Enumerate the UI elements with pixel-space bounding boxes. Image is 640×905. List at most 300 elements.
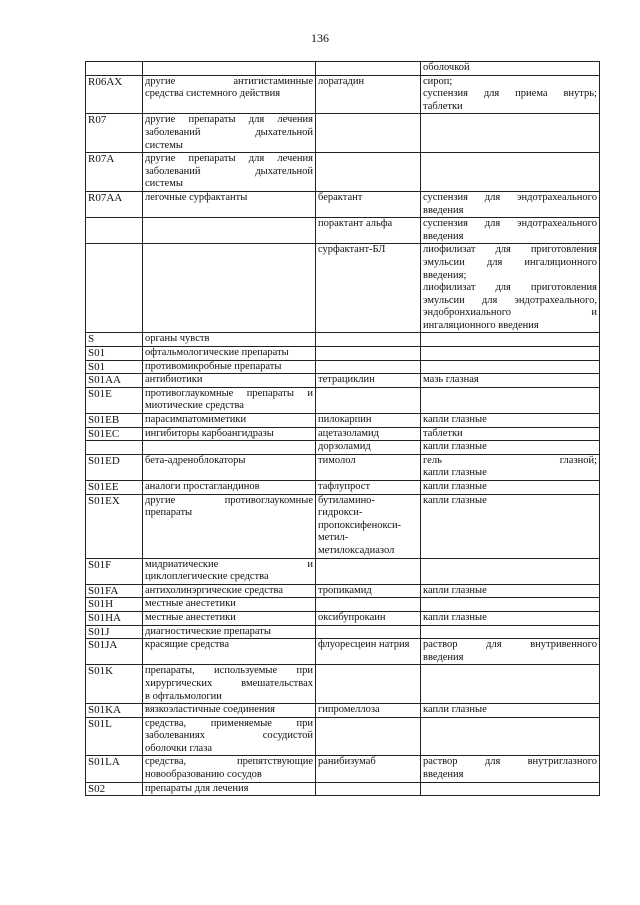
group-name-line: офтальмологические препараты [145,347,289,359]
group-name-line [145,76,313,89]
word: заболеваниях [145,730,205,742]
word: препараты [246,387,294,399]
dosage-form-line [423,282,597,295]
table-row [86,558,600,584]
word: эмульсии [423,294,465,306]
drug-name-cell [316,454,421,480]
group-name-cell [143,62,316,76]
group-name-line [145,153,313,166]
word: приготовления [530,244,597,256]
group-name-line: антихолинэргические средства [145,584,283,596]
group-name-line: диагностические препараты [145,625,271,637]
drug-name-line: гидрокси- [318,507,363,519]
group-name-line [145,127,313,140]
word: раствор [423,639,458,651]
group-name-cell [143,454,316,480]
dosage-form-cell [421,756,600,782]
group-name-line [145,730,313,743]
word: используемые [214,665,278,677]
dosage-form-cell [421,374,600,388]
drug-name-cell [316,347,421,361]
atc-code: S01K [88,665,114,678]
atc-code: R07AA [88,191,123,204]
group-name-cell [143,598,316,612]
atc-code: S01 [88,360,106,373]
atc-code-cell [86,191,143,217]
drug-name-line: тимолол [318,454,356,466]
group-name-line: в офтальмологии [145,690,222,702]
dosage-form-line: капли глазные [423,414,487,426]
dosage-form-cell [421,639,600,665]
dosage-form-cell [421,114,600,153]
word: суспензия [423,88,468,100]
word: средства, [145,717,187,729]
group-name-cell [143,717,316,756]
word: приема [515,88,548,100]
atc-code-cell [86,333,143,347]
atc-code-cell [86,494,143,558]
dosage-form-cell [421,625,600,639]
dosage-form-line: таблетки [423,100,463,112]
word: суспензия [423,218,468,230]
group-name-line: вязкоэластичные соединения [145,704,275,716]
atc-code-cell [86,639,143,665]
atc-code: S01KA [88,704,122,717]
drug-name-line: сурфактант-БЛ [318,244,386,256]
group-name-cell [143,427,316,441]
drug-name-line: порактант альфа [318,218,393,230]
drug-name-cell [316,625,421,639]
word: гель [423,454,442,466]
word: эндотрахеального [517,191,597,203]
group-name-line: циклоплегические средства [145,571,269,583]
word: внутривенного [530,639,597,651]
table-row [86,360,600,374]
word: эндотрахеального [517,218,597,230]
dosage-form-line: мазь глазная [423,374,479,386]
drug-name-cell [316,611,421,625]
group-name-line [145,166,313,179]
group-name-line: бета-адреноблокаторы [145,454,246,466]
drug-name-line: пилокарпин [318,414,372,426]
drug-name-line: дорзоламид [318,441,371,453]
dosage-form-cell [421,717,600,756]
drug-name-line: ранибизумаб [318,756,376,768]
word: применяемые [210,717,272,729]
word: внутрь; [563,88,597,100]
dosage-form-line [423,307,597,320]
table-row [86,756,600,782]
atc-code: S01J [88,625,110,638]
dosage-form-line: введения; [423,269,467,281]
group-name-line: системы [145,178,183,190]
table-row [86,639,600,665]
table-row [86,387,600,413]
dosage-form-line: ингаляционного введения [423,319,539,331]
group-name-cell [143,333,316,347]
word: и [307,558,313,570]
group-name-cell [143,704,316,718]
dosage-form-cell [421,782,600,796]
table-row [86,374,600,388]
dosage-form-line: введения [423,769,464,781]
group-name-line [145,495,313,508]
drug-name-line: флуоресцеин натрия [318,639,410,651]
dosage-form-cell [421,598,600,612]
dosage-form-cell [421,558,600,584]
group-name-cell [143,756,316,782]
atc-code: S01EE [88,481,119,493]
group-name-cell [143,414,316,428]
atc-code: S01H [88,598,114,611]
atc-code: S01AA [88,374,122,387]
group-name-cell [143,114,316,153]
atc-code-cell [86,665,143,704]
atc-code-cell [86,360,143,374]
drug-name-cell [316,494,421,558]
atc-code-cell [86,481,143,495]
dosage-form-cell [421,62,600,76]
atc-code-cell [86,625,143,639]
group-name-cell [143,153,316,192]
atc-code: S01JA [88,639,118,652]
atc-code-cell [86,454,143,480]
group-name-line: органы чувств [145,333,210,345]
dosage-form-line [423,639,597,652]
table-row [86,218,600,244]
atc-code-cell [86,704,143,718]
atc-code: S01L [88,717,112,730]
word: вмешательствах [241,677,313,689]
table-row [86,782,600,796]
table-row [86,454,600,480]
dosage-form-cell [421,611,600,625]
dosage-form-line: оболочкой [423,62,470,73]
group-name-cell [143,347,316,361]
word: суспензия [423,191,468,203]
drug-name-cell [316,427,421,441]
dosage-form-line: введения [423,230,464,242]
atc-code-cell [86,717,143,756]
word: заболеваний [145,165,201,177]
table-row [86,441,600,455]
table-row [86,481,600,495]
word: приготовления [530,282,597,294]
atc-code: S01 [88,347,106,360]
word: для [248,114,265,126]
group-name-line: легочные сурфактанты [145,191,248,203]
drug-name-line: метилоксадиазол [318,544,395,556]
dosage-form-cell [421,387,600,413]
drug-name-cell [316,244,421,333]
table-row [86,414,600,428]
group-name-line [145,665,313,678]
table-row [86,333,600,347]
atc-code-cell [86,153,143,192]
dosage-form-cell [421,481,600,495]
group-name-line [145,559,313,572]
group-name-cell [143,360,316,374]
word: средства, [145,756,187,768]
atc-code: R07 [88,114,107,127]
table-row [86,347,600,361]
word: другие [145,153,176,165]
group-name-cell [143,387,316,413]
word: дыхательной [255,126,313,138]
group-name-cell [143,639,316,665]
drug-name-line: гипромеллоза [318,704,380,716]
word: для [481,294,498,306]
drug-name-cell [316,481,421,495]
drug-name-cell [316,717,421,756]
dosage-form-line: капли глазные [423,494,487,506]
dosage-form-line [423,244,597,257]
dosage-form-line: капли глазные [423,467,487,479]
word: препараты, [145,665,195,677]
atc-code-cell [86,782,143,796]
dosage-form-line: капли глазные [423,441,487,453]
drug-name-line: тафлупрост [318,481,371,492]
group-name-line: миотические средства [145,400,244,412]
drug-name-cell [316,598,421,612]
word: для [484,756,501,768]
group-name-line: ингибиторы карбоангидразы [145,427,274,439]
word: для [483,88,500,100]
group-name-cell [143,244,316,333]
word: лиофилизат [423,244,476,256]
group-name-line: оболочки глаза [145,742,213,754]
dosage-form-cell [421,704,600,718]
word: лечения [277,153,313,165]
group-name-cell [143,558,316,584]
table-row [86,75,600,114]
drug-name-line: бутиламино- [318,494,375,506]
drug-name-cell [316,387,421,413]
atc-code-cell [86,244,143,333]
table-row [86,153,600,192]
drug-name-cell [316,114,421,153]
table-row [86,584,600,598]
drug-name-cell [316,704,421,718]
word: лиофилизат [423,282,476,294]
atc-code: S [88,333,95,346]
dosage-form-line [423,218,597,231]
drug-name-cell [316,756,421,782]
dosage-form-line: капли глазные [423,704,487,716]
atc-code-cell [86,387,143,413]
word: препараты [188,153,236,165]
group-name-line: красящие средства [145,639,229,651]
word: противоглаукомные [145,387,234,399]
word: и [591,307,597,319]
atc-code-cell [86,114,143,153]
table-row [86,704,600,718]
word: мидриатические [145,558,219,570]
dosage-form-cell [421,414,600,428]
dosage-form-cell [421,494,600,558]
atc-code: S01EB [88,414,120,427]
drug-name-line: оксибупрокаин [318,611,386,623]
group-name-cell [143,481,316,495]
dosage-form-line [423,257,597,270]
table-row [86,665,600,704]
drug-name-line: метил- [318,532,349,544]
atc-code-cell [86,414,143,428]
word: при [296,717,313,729]
dosage-form-line: таблетки [423,427,463,439]
word: дыхательной [255,165,313,177]
drug-name-cell [316,360,421,374]
atc-code: R07A [88,153,115,166]
drug-name-line: пропоксифенокси- [318,519,402,531]
word: ингаляционного [524,256,597,268]
word: для [248,153,265,165]
dosage-form-cell [421,153,600,192]
dosage-form-cell [421,244,600,333]
group-name-line: противомикробные препараты [145,360,282,372]
word: для [495,244,511,256]
dosage-form-line: капли глазные [423,584,487,596]
drug-name-cell [316,374,421,388]
word: препараты [188,114,236,126]
word: противоглаукомные [224,494,313,506]
dosage-form-line: сироп; [423,75,453,87]
dosage-form-cell [421,333,600,347]
word: для [484,191,501,203]
atc-code-cell [86,598,143,612]
table-row [86,611,600,625]
dosage-form-line [423,295,597,308]
dosage-form-cell [421,454,600,480]
word: сосудистой [262,730,313,742]
group-name-line: антибиотики [145,374,203,386]
word: антигистаминные [233,75,313,87]
drug-name-cell [316,665,421,704]
word: для [495,282,511,294]
word: при [296,665,313,677]
atc-code-cell [86,75,143,114]
word: хирургических [145,677,213,689]
group-name-line: системы [145,139,183,151]
group-name-cell [143,611,316,625]
drug-name-cell [316,558,421,584]
group-name-line: средства системного действия [145,88,281,100]
drug-name-line: ацетазоламид [318,427,380,439]
group-name-line: местные анестетики [145,611,236,623]
dosage-form-line [423,455,597,468]
atc-code-cell [86,218,143,244]
atc-code-cell [86,611,143,625]
word: другие [145,494,176,506]
group-name-cell [143,441,316,455]
word: эндобронхиального [423,307,511,319]
dosage-form-line: введения [423,651,464,663]
word: глазной; [559,454,597,466]
dosage-form-cell [421,441,600,455]
word: заболеваний [145,126,201,138]
word: внутриглазного [527,756,597,768]
group-name-cell [143,75,316,114]
drug-name-line: тетрациклин [318,374,375,386]
atc-code-cell [86,756,143,782]
group-name-cell [143,494,316,558]
dosage-form-cell [421,191,600,217]
group-name-cell [143,218,316,244]
dosage-form-line [423,88,597,101]
drug-name-cell [316,218,421,244]
table-body [86,62,600,796]
atc-code: S01E [88,387,112,400]
dosage-form-line: капли глазные [423,481,487,492]
dosage-form-cell [421,75,600,114]
atc-code: S01LA [88,756,120,769]
atc-code-cell [86,347,143,361]
atc-code: S01F [88,558,112,571]
dosage-form-cell [421,360,600,374]
atc-code: S01HA [88,611,122,624]
group-name-line [145,756,313,769]
word: другие [145,114,176,126]
table-row [86,62,600,76]
table-row [86,191,600,217]
drug-name-cell [316,333,421,347]
atc-code: S01EX [88,494,120,507]
dosage-form-cell [421,427,600,441]
drug-name-cell [316,782,421,796]
table-row [86,244,600,333]
table-row [86,625,600,639]
atc-code-cell [86,427,143,441]
group-name-cell [143,665,316,704]
drug-name-cell [316,62,421,76]
table-row [86,494,600,558]
table-row [86,717,600,756]
table-row [86,427,600,441]
group-name-cell [143,625,316,639]
group-name-line [145,114,313,127]
dosage-form-cell [421,347,600,361]
atc-code: R06AX [88,75,123,88]
group-name-cell [143,191,316,217]
atc-code-cell [86,441,143,455]
group-name-line: аналоги простагландинов [145,481,260,492]
drug-name-line: лоратадин [318,75,365,87]
atc-code: S01EC [88,427,120,440]
atc-code: S02 [88,782,106,795]
atc-code: S01FA [88,584,119,597]
word: для [484,218,501,230]
drug-name-cell [316,441,421,455]
drug-name-line: берактант [318,191,363,203]
drug-name-cell [316,639,421,665]
word: раствор [423,756,458,768]
atc-code-cell [86,62,143,76]
atc-code-cell [86,558,143,584]
group-name-line [145,388,313,401]
group-name-line: препараты для лечения [145,782,249,794]
group-name-line: местные анестетики [145,598,236,610]
page-number: 136 [311,31,329,45]
group-name-line: парасимпатомиметики [145,414,247,426]
dosage-form-cell [421,218,600,244]
word: для [486,256,503,268]
group-name-line [145,718,313,731]
group-name-cell [143,374,316,388]
dosage-form-cell [421,584,600,598]
word: для [486,639,502,651]
dosage-form-line: капли глазные [423,611,487,623]
group-name-cell [143,782,316,796]
